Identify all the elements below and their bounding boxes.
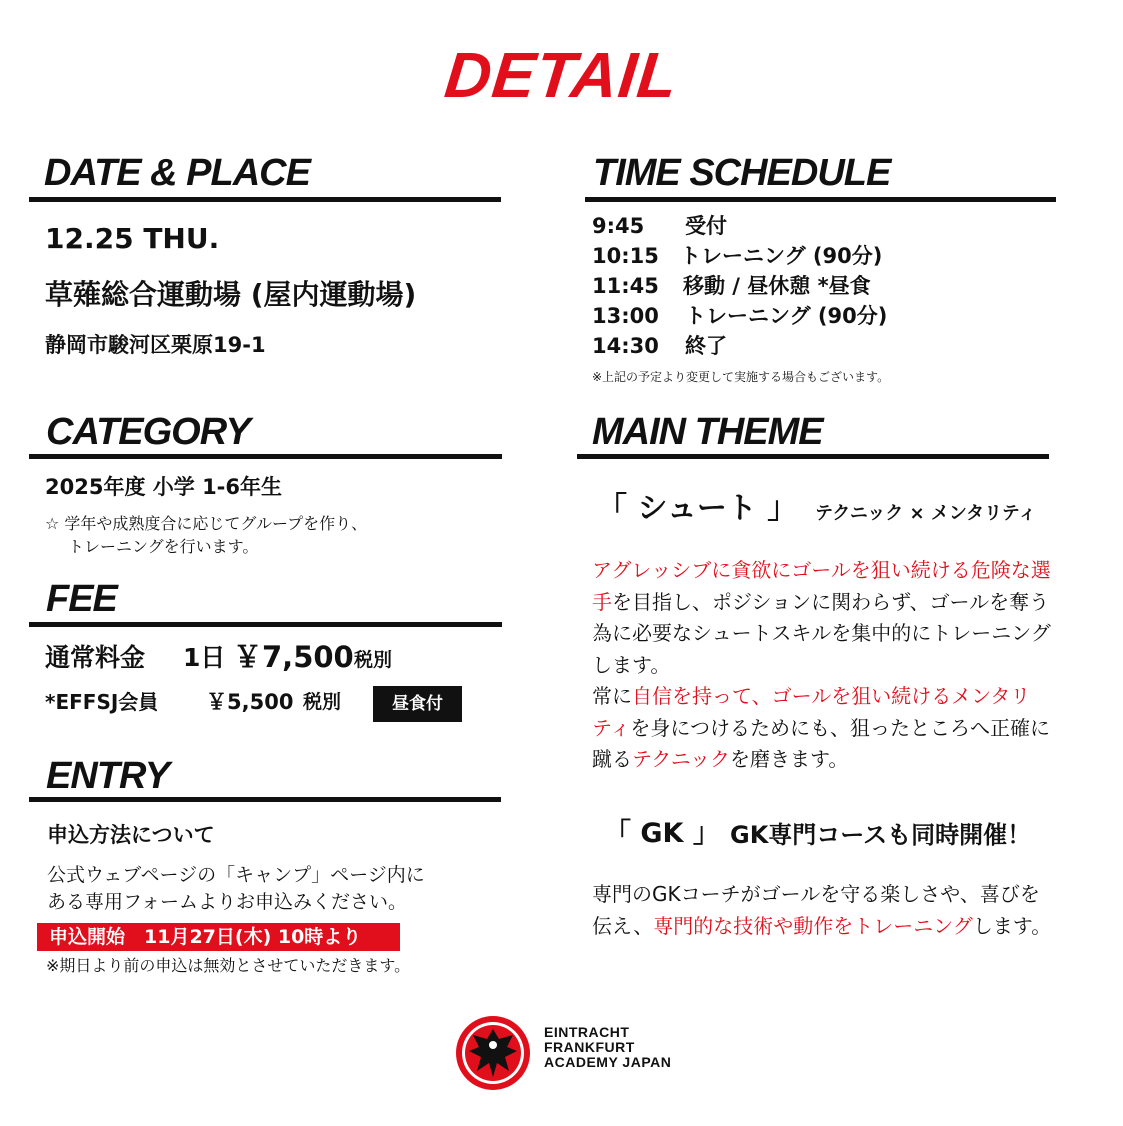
schedule-time: 13:00 (592, 304, 659, 328)
entry-subheading: 申込方法について (47, 823, 215, 847)
highlight-text: ティ (592, 715, 631, 740)
schedule-label: トレーニング (90分) (685, 304, 888, 328)
logo-line3: ACADEMY JAPAN (544, 1054, 672, 1070)
body-text: 専門のGKコーチがゴールを守る楽しさや、喜びを (592, 882, 1040, 906)
highlight-text: 自信を持って、ゴールを狙い続けるメンタリ (632, 684, 1031, 708)
fee-member-price: ￥5,500 (206, 690, 294, 714)
fee-regular-tax: 税別 (354, 649, 393, 671)
shoot-title: 「 シュート 」 (597, 491, 798, 526)
time-schedule-heading: TIME SCHEDULE (593, 152, 891, 194)
section-rule (577, 454, 1049, 459)
category-note-line2: トレーニングを行います。 (68, 537, 259, 556)
schedule-row (592, 244, 1062, 274)
body-text: を身につけるためにも、狙ったところへ正確に (630, 715, 1051, 740)
body-text: を磨きます。 (730, 747, 849, 771)
schedule-time: 14:30 (592, 334, 659, 358)
fee-regular-price: ￥7,500 (233, 640, 354, 674)
page-title: DETAIL (441, 39, 682, 111)
fee-regular-day: 1日 (183, 643, 226, 672)
logo-text (544, 1025, 671, 1070)
schedule-label: 受付 (685, 214, 727, 238)
paragraph-line (592, 650, 1102, 682)
schedule-row (592, 274, 1062, 304)
lunch-included-badge: 昼食付 (373, 686, 462, 722)
schedule-note: ※上記の予定より変更して実施する場合もございます。 (592, 370, 890, 384)
event-venue: 草薙総合運動場 (屋内運動場) (45, 278, 417, 311)
category-heading: CATEGORY (46, 411, 250, 453)
entry-heading: ENTRY (46, 755, 170, 797)
section-rule (29, 197, 501, 202)
fee-regular-label: 通常料金 (45, 643, 146, 672)
schedule-label: トレーニング (90分) (680, 244, 883, 268)
date-place-heading: DATE & PLACE (44, 152, 310, 194)
paragraph-line (592, 587, 1102, 619)
paragraph-line (592, 618, 1102, 650)
section-rule (29, 622, 502, 627)
gk-title: 「 GK 」 (604, 818, 720, 849)
logo-line1: EINTRACHT (544, 1024, 630, 1040)
schedule-time: 11:45 (592, 274, 659, 298)
section-rule (585, 197, 1056, 202)
paragraph-line (592, 911, 1102, 943)
category-note-line1: ☆ 学年や成熟度合に応じてグループを作り、 (45, 514, 368, 533)
body-text: 常に (592, 684, 632, 708)
schedule-label: 終了 (685, 334, 727, 358)
body-text: します。 (972, 913, 1052, 938)
entry-line1: 公式ウェブページの「キャンプ」ページ内に (47, 864, 425, 886)
entry-start-badge: 申込開始 11月27日(木) 10時より (37, 923, 400, 951)
schedule-list (592, 214, 1062, 364)
category-main: 2025年度 小学 1-6年生 (45, 475, 283, 499)
schedule-row (592, 214, 1062, 244)
schedule-time: 9:45 (592, 214, 645, 238)
body-text: します。 (592, 652, 671, 677)
entry-line2: ある専用フォームよりお申込みください。 (47, 891, 408, 913)
paragraph-line (592, 713, 1102, 745)
fee-heading: FEE (46, 578, 117, 620)
gk-description (592, 879, 1102, 942)
highlight-text: アグレッシブに貪欲にゴールを狙い続ける危険な選 (592, 558, 1051, 582)
entry-note: ※期日より前の申込は無効とさせていただきます。 (46, 956, 411, 975)
eagle-crest-icon (455, 1015, 531, 1091)
logo-line2: FRANKFURT (544, 1039, 635, 1055)
highlight-text: 専門的な技術や動作をトレーニング (653, 913, 973, 938)
highlight-text: テクニック (632, 747, 730, 771)
paragraph-line (592, 681, 1102, 713)
paragraph-line (592, 879, 1102, 911)
fee-member-tax: 税別 (303, 691, 342, 713)
schedule-time: 10:15 (592, 244, 659, 268)
section-rule (29, 797, 501, 802)
section-rule (29, 454, 502, 459)
body-text: 為に必要なシュートスキルを集中的にトレーニング (592, 621, 1051, 645)
schedule-row (592, 304, 1062, 334)
paragraph-line (592, 744, 1102, 776)
event-address: 静岡市駿河区栗原19-1 (45, 333, 266, 357)
schedule-row (592, 334, 1062, 364)
schedule-label: 移動 / 昼休憩 *昼食 (683, 274, 871, 298)
shoot-description (592, 555, 1102, 776)
body-text: 蹴る (592, 747, 632, 771)
paragraph-line (592, 555, 1102, 587)
main-theme-heading: MAIN THEME (592, 411, 823, 453)
body-text: を目指し、ポジションに関わらず、ゴールを奪う (612, 589, 1050, 614)
event-date: 12.25 THU. (45, 222, 220, 255)
shoot-subtitle: テクニック × メンタリティ (815, 503, 1037, 524)
highlight-text: 手 (592, 589, 612, 614)
body-text: 伝え、 (592, 913, 654, 938)
fee-member-label: *EFFSJ会員 (45, 690, 159, 714)
gk-subtitle: GK専門コースも同時開催！ (730, 821, 1032, 849)
